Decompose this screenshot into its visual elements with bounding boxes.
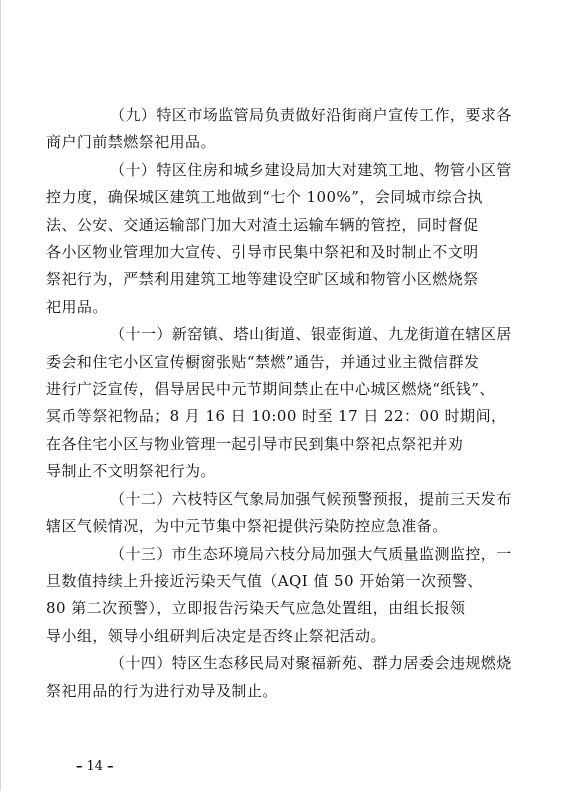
page-footer xyxy=(76,759,114,774)
paragraph-line: 在各住宅小区与物业管理一起引导市民到集中祭祀点祭祀并劝 xyxy=(46,434,464,453)
paragraph-12 xyxy=(46,486,520,541)
paragraph-line: （十一）新窑镇、塔山街道、银壶街道、九龙街道在辖区居 xyxy=(110,325,512,344)
paragraph-line: 商户门前禁燃祭祀用品。 xyxy=(46,133,216,152)
paragraph-line: 冥币等祭祀物品；8 月 16 日 10:00 时至 17 日 22：00 时期间， xyxy=(46,407,507,426)
paragraph-line: （十）特区住房和城乡建设局加大对建筑工地、物管小区管 xyxy=(110,160,512,179)
paragraph-11 xyxy=(46,321,520,485)
paragraph-line: （十二）六枝特区气象局加强气候预警预报，提前三天发布 xyxy=(110,489,512,508)
paragraph-line: 导小组，领导小组研判后决定是否终止祭祀活动。 xyxy=(46,626,386,645)
page-edge-divider xyxy=(0,0,1,791)
paragraph-line: 委会和住宅小区宣传橱窗张贴“禁燃”通告，并通过业主微信群发 xyxy=(46,352,480,371)
paragraph-9 xyxy=(46,102,520,157)
paragraph-line: 祭祀行为，严禁利用建筑工地等建设空旷区域和物管小区燃烧祭 xyxy=(46,270,479,289)
paragraph-line: 各小区物业管理加大宣传、引导市民集中祭祀和及时制止不文明 xyxy=(46,243,479,262)
paragraph-line: 祭祀用品的行为进行劝导及制止。 xyxy=(46,681,278,700)
paragraph-line: 80 第二次预警），立即报告污染天气应急处置组，由组长报领 xyxy=(46,599,466,618)
paragraph-line: 进行广泛宣传，倡导居民中元节期间禁止在中心城区燃烧“纸钱”、 xyxy=(46,380,495,399)
paragraph-line: 控力度，确保城区建筑工地做到“七个 100%”，会同城市综合执 xyxy=(46,188,483,207)
paragraph-14 xyxy=(46,650,520,705)
paragraph-line: （九）特区市场监管局负责做好沿街商户宣传工作，要求各 xyxy=(110,106,512,124)
paragraph-line: 祀用品。 xyxy=(46,297,108,316)
footer-dash-right: – xyxy=(107,759,114,774)
paragraph-line: （十三）市生态环境局六枝分局加强大气质量监测监控，一 xyxy=(110,544,512,563)
paragraph-line: 导制止不文明祭祀行为。 xyxy=(46,462,216,481)
page-number: 14 xyxy=(86,759,104,774)
paragraph-line: 法、公安、交通运输部门加大对渣土运输车辆的管控，同时督促 xyxy=(46,215,479,234)
paragraph-line: （十四）特区生态移民局对聚福新苑、群力居委会违规燃烧 xyxy=(110,654,512,673)
paragraph-10 xyxy=(46,157,520,321)
document-body xyxy=(46,102,520,705)
paragraph-line: 辖区气候情况，为中元节集中祭祀提供污染防控应急准备。 xyxy=(46,517,448,536)
paragraph-13 xyxy=(46,541,520,651)
footer-dash-left: – xyxy=(76,759,83,774)
paragraph-line: 旦数值持续上升接近污染天气值（AQI 值 50 开始第一次预警、 xyxy=(46,571,483,590)
